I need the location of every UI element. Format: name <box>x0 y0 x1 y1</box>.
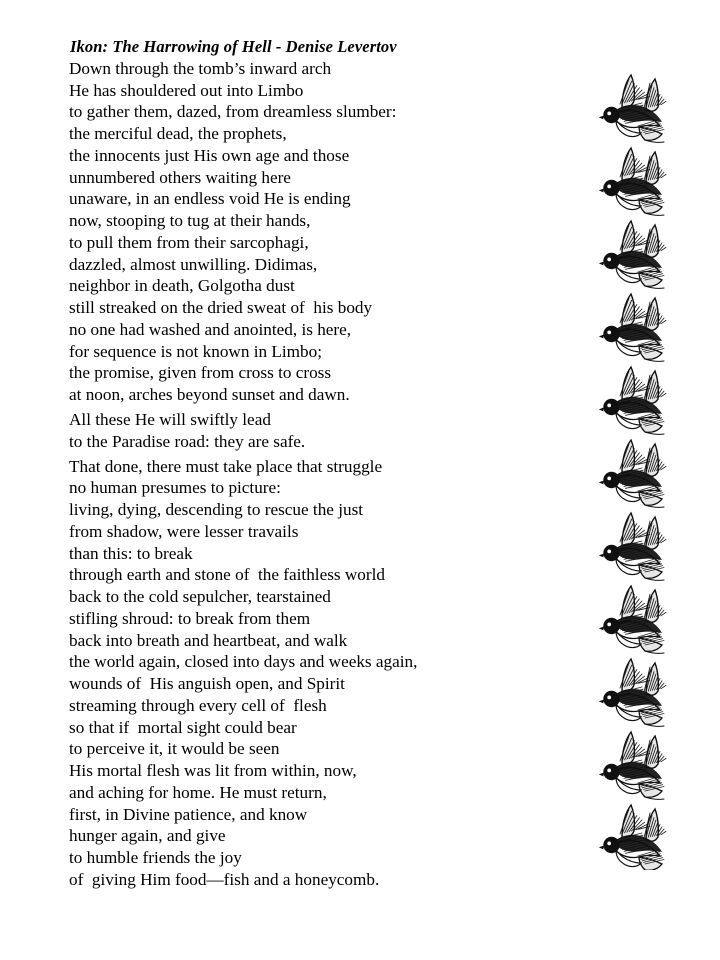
dove-motif <box>598 800 674 870</box>
dove-icon <box>598 216 674 294</box>
poem-line: the promise, given from cross to cross <box>69 363 332 383</box>
poem-line: of giving Him food—fish and a honeycomb. <box>69 869 380 889</box>
poem-line: All these He will swiftly lead <box>69 409 271 429</box>
dove-icon <box>598 727 674 805</box>
dove-icon <box>598 508 674 586</box>
dove-icon <box>598 362 674 440</box>
poem-line: living, dying, descending to rescue the just <box>69 500 364 520</box>
poem-line: for sequence is not known in Limbo; <box>69 341 322 361</box>
dove-icon <box>598 581 674 659</box>
poem-line: back into breath and heartbeat, and walk <box>69 630 348 650</box>
poem-line: now, stooping to tug at their hands, <box>69 211 311 231</box>
poem-line: so that if mortal sight could bear <box>69 717 297 737</box>
poem-line: He has shouldered out into Limbo <box>69 80 304 100</box>
dove-motif <box>598 70 674 143</box>
poem-line: to the Paradise road: they are safe. <box>69 431 306 451</box>
poem-line: Down through the tomb’s inward arch <box>69 58 332 78</box>
poem-line: at noon, arches beyond sunset and dawn. <box>69 385 350 405</box>
poem-line: That done, there must take place that struggle <box>69 456 383 476</box>
poem-line: the merciful dead, the prophets, <box>69 124 287 144</box>
poem-line: the innocents just His own age and those <box>69 145 350 165</box>
poem-line: first, in Divine patience, and know <box>69 804 308 824</box>
poem-line: to gather them, dazed, from dreamless slumber: <box>69 102 397 122</box>
poem-title: Ikon: The Harrowing of Hell - Denise Levertov <box>70 37 397 56</box>
poem-line: hunger again, and give <box>69 826 226 846</box>
dove-icon <box>598 800 674 870</box>
dove-motif <box>598 362 674 435</box>
decorative-dove-border <box>598 70 674 870</box>
poem-line: the world again, closed into days and weeks again, <box>69 652 418 672</box>
poem-line: to humble friends the joy <box>69 848 242 868</box>
dove-motif <box>598 289 674 362</box>
dove-icon <box>598 654 674 732</box>
poem-line: His mortal flesh was lit from within, now, <box>69 761 357 781</box>
poem-line: to pull them from their sarcophagi, <box>69 232 309 252</box>
poem-body <box>69 58 569 891</box>
dove-motif <box>598 581 674 654</box>
dove-icon <box>598 435 674 513</box>
poem-line: back to the cold sepulcher, tearstained <box>69 587 331 607</box>
poem-line: neighbor in death, Golgotha dust <box>69 276 295 296</box>
poem-line: to perceive it, it would be seen <box>69 739 280 759</box>
dove-motif <box>598 143 674 216</box>
poem-line: wounds of His anguish open, and Spirit <box>69 674 345 694</box>
poem-line: unaware, in an endless void He is ending <box>69 189 351 209</box>
poem-line: streaming through every cell of flesh <box>69 695 327 715</box>
dove-motif <box>598 435 674 508</box>
poem-line: and aching for home. He must return, <box>69 782 327 802</box>
poem-line: from shadow, were lesser travails <box>69 521 299 541</box>
poem-line: no one had washed and anointed, is here, <box>69 319 352 339</box>
poem-line: stifling shroud: to break from them <box>69 608 311 628</box>
dove-icon <box>598 143 674 221</box>
poem-line: still streaked on the dried sweat of his body <box>69 298 373 318</box>
poem-line: through earth and stone of the faithless world <box>69 565 385 585</box>
dove-icon <box>598 70 674 148</box>
poem-line: than this: to break <box>69 543 193 563</box>
poem-line: unnumbered others waiting here <box>69 167 291 187</box>
poem-line: dazzled, almost unwilling. Didimas, <box>69 254 318 274</box>
poem-text-block <box>69 36 569 891</box>
dove-icon <box>598 289 674 367</box>
dove-motif <box>598 508 674 581</box>
dove-motif <box>598 216 674 289</box>
dove-motif <box>598 727 674 800</box>
dove-motif <box>598 654 674 727</box>
poem-line: no human presumes to picture: <box>69 478 281 498</box>
